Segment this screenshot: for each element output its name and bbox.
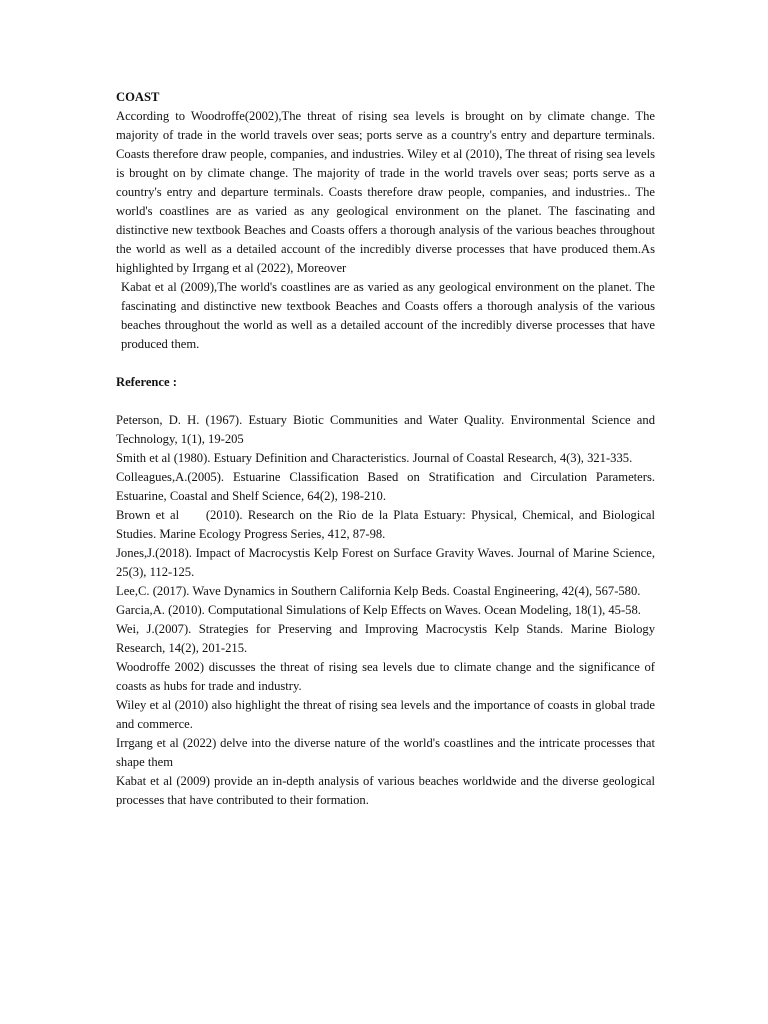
reference-item: Irrgang et al (2022) delve into the diverse nature of the world's coastlines and the intricate processes that shape them	[116, 736, 655, 769]
reference-item: Wei, J.(2007). Strategies for Preserving and Improving Macrocystis Kelp Stands. Marine Biology Research, 14(2), 201-215.	[116, 622, 655, 655]
reference-item: Smith et al (1980). Estuary Definition and Characteristics. Journal of Coastal Research, 4(3), 321-335.	[116, 451, 633, 465]
spacer	[116, 354, 655, 373]
spacer	[116, 392, 655, 411]
reference-item: Peterson, D. H. (1967). Estuary Biotic Communities and Water Quality. Environmental Science and Technology, 1(1), 19-205	[116, 413, 655, 446]
reference-item: Woodroffe 2002) discusses the threat of rising sea levels due to climate change and the significance of coasts as hubs for trade and industry.	[116, 660, 655, 693]
reference-heading: Reference :	[116, 375, 177, 389]
reference-item: Brown et al (2010). Research on the Rio de la Plata Estuary: Physical, Chemical, and Biological Studies. Marine Ecology Progress Series, 412, 87-98.	[116, 508, 659, 541]
reference-item: Lee,C. (2017). Wave Dynamics in Southern California Kelp Beds. Coastal Engineering, 42(4), 567-580.	[116, 584, 641, 598]
reference-list	[116, 411, 659, 810]
reference-item: Colleagues,A.(2005). Estuarine Classification Based on Stratification and Circulation Parameters. Estuarine, Coastal and Shelf Science, 64(2), 198-210.	[116, 470, 655, 503]
reference-item: Wiley et al (2010) also highlight the threat of rising sea levels and the importance of coasts in global trade and commerce.	[116, 698, 655, 731]
section-heading: COAST	[116, 90, 160, 104]
body-paragraph-2: Kabat et al (2009),The world's coastlines are as varied as any geological environment on the planet. The fascinating and distinctive new textbook Beaches and Coasts offers a thorough analysis of the various beaches throughout the world as well as a detailed account of the incredibly diverse processes that have produced them.	[121, 280, 655, 351]
reference-item: Kabat et al (2009) provide an in-depth analysis of various beaches worldwide and the diverse geological processes that have contributed to their formation.	[116, 774, 655, 807]
reference-item: Jones,J.(2018). Impact of Macrocystis Kelp Forest on Surface Gravity Waves. Journal of Marine Science, 25(3), 112-125.	[116, 546, 655, 579]
reference-item: Garcia,A. (2010). Computational Simulations of Kelp Effects on Waves. Ocean Modeling, 18(1), 45-58.	[116, 603, 641, 617]
body-paragraph-1: According to Woodroffe(2002),The threat of rising sea levels is brought on by climate change. The majority of trade in the world travels over seas; ports serve as a country's entry and departure terminals. Coasts therefore draw people, companies, and industries. Wiley et al (2010), The threat of rising sea levels is brought on by climate change. The majority of trade in the world travels over seas; ports serve as a country's entry and departure terminals. Coasts therefore draw people, companies, and industries.. The world's coastlines are as varied as any geological environment on the planet. The fascinating and distinctive new textbook Beaches and Coasts offers a thorough analysis of the various beaches throughout the world as well as a detailed account of the incredibly diverse processes that have produced them.As highlighted by Irrgang et al (2022), Moreover	[116, 109, 655, 275]
document-page	[116, 88, 659, 810]
